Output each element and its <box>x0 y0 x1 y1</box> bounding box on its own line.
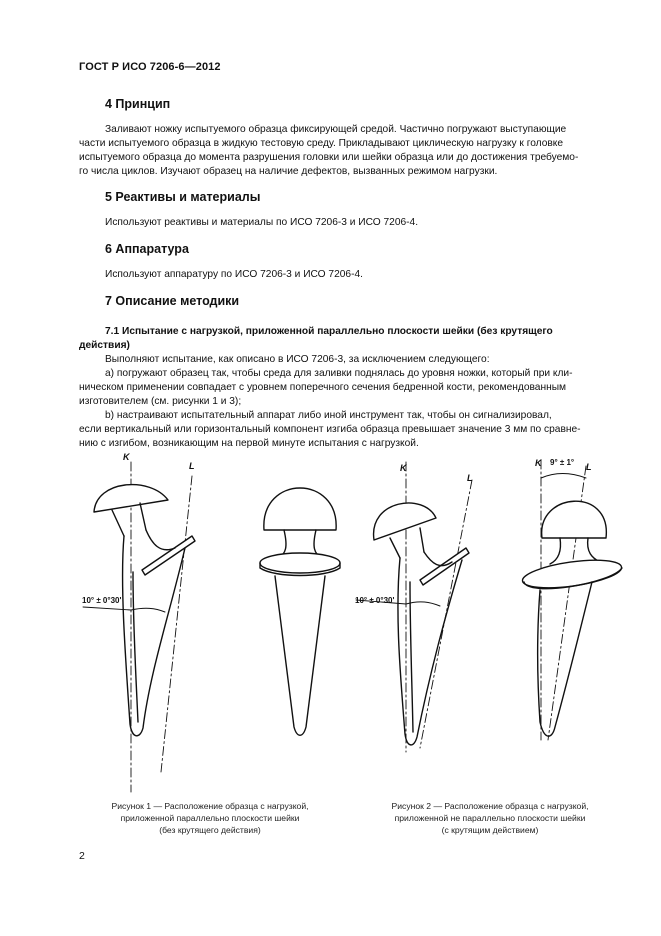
fig4-label-l: L <box>586 462 592 472</box>
section-7-line-3: ническом применении совпадает с уровнем поперечного сечения бедренной кости, рекомендованным <box>79 382 567 393</box>
figure-2-caption <box>350 800 630 837</box>
figure-4-drawing <box>521 460 623 740</box>
fig3-label-k: K <box>400 463 407 473</box>
figure-1-caption-line-1: Рисунок 1 — Расположение образца с нагрузкой, <box>111 801 309 811</box>
figure-1-drawing <box>83 462 195 792</box>
section-4-title: 4 Принцип <box>105 97 171 111</box>
figures-drawing <box>0 452 661 812</box>
figure-2-caption-line-1: Рисунок 2 — Расположение образца с нагрузкой, <box>391 801 589 811</box>
fig1-label-k: K <box>123 452 130 462</box>
subsection-7-1-title-line-1: 7.1 Испытание с нагрузкой, приложенной параллельно плоскости шейки (без крутящего <box>105 326 553 337</box>
figure-2-caption-line-3: (с крутящим действием) <box>441 825 539 836</box>
figure-2-caption-line-2: приложенной не параллельно плоскости шейки <box>394 813 586 824</box>
fig4-label-k: K <box>535 458 542 468</box>
section-5-text: Используют реактивы и материалы по ИСО 7206-3 и ИСО 7206-4. <box>105 217 419 228</box>
section-4-line-3: испытуемого образца до момента разрушения головки или шейки образца или до достижения требуемо- <box>79 152 579 163</box>
section-7-line-7: нию с изгибом, возникающим на первой минуте испытания с нагрузкой. <box>79 438 419 449</box>
fig4-angle-label: 9° ± 1° <box>550 458 575 467</box>
section-4-line-4: го числа циклов. Изучают образец на наличие дефектов, вызванных режимом нагрузки. <box>79 166 498 177</box>
figure-3-drawing <box>356 462 472 752</box>
section-4-line-1: Заливают ножку испытуемого образца фиксирующей средой. Частично погружают выступающие <box>105 124 567 135</box>
section-6-text: Используют аппаратуру по ИСО 7206-3 и ИСО 7206-4. <box>105 269 363 280</box>
section-4-line-2: части испытуемого образца в жидкую тестовую среду. Прикладывают циклическую нагрузку к головке <box>79 138 564 149</box>
figure-1-caption-line-2: приложенной параллельно плоскости шейки <box>120 813 300 824</box>
section-6-title: 6 Аппаратура <box>105 242 189 256</box>
figure-1-caption-line-3: (без крутящего действия) <box>159 825 261 836</box>
section-7-line-4: изготовителем (см. рисунки 1 и 3); <box>79 396 242 407</box>
subsection-7-1-title-line-2: действия) <box>79 340 130 351</box>
document-header: ГОСТ Р ИСО 7206-6—2012 <box>79 61 221 73</box>
page-number: 2 <box>79 850 85 862</box>
figure-1-caption <box>70 800 350 837</box>
section-7-title: 7 Описание методики <box>105 294 240 308</box>
section-7-line-1: Выполняют испытание, как описано в ИСО 7206-3, за исключением следующего: <box>105 354 490 365</box>
figure-2-drawing <box>260 488 340 735</box>
section-5-title: 5 Реактивы и материалы <box>105 190 261 204</box>
fig3-angle-label: 10° ± 0°30' <box>355 596 395 605</box>
section-7-line-6: если вертикальный или горизонтальный компонент изгиба образца превышает значение 3 мм по сравне- <box>79 424 581 435</box>
fig3-label-l: L <box>467 473 473 483</box>
fig1-angle-label: 10° ± 0°30' <box>82 596 122 605</box>
section-7-line-2: a) погружают образец так, чтобы среда для заливки поднялась до уровня ножки, который при кли- <box>105 368 573 379</box>
section-7-line-5: b) настраивают испытательный аппарат либо иной инструмент так, чтобы он сигнализировал, <box>105 410 552 421</box>
fig1-label-l: L <box>189 461 195 471</box>
